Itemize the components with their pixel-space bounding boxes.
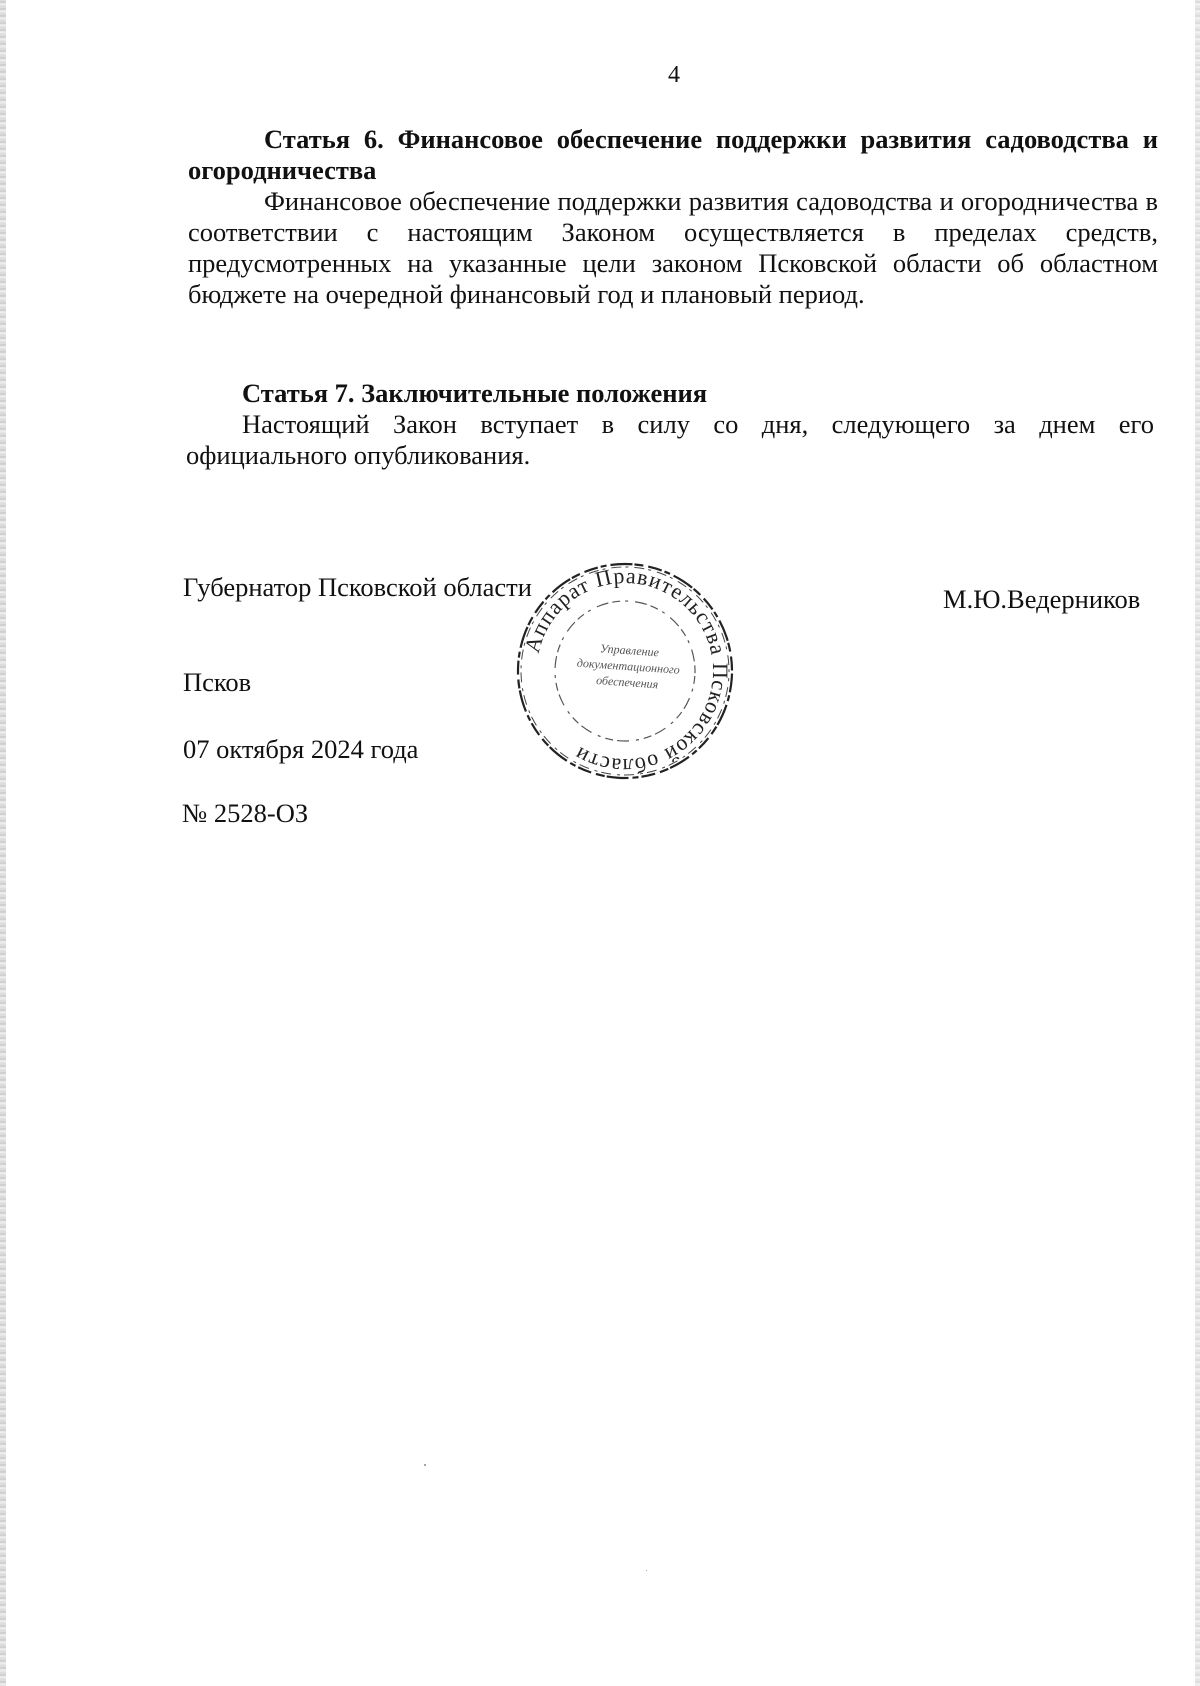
page-number: 4: [668, 62, 680, 88]
scan-edge-right: [1195, 0, 1200, 1686]
seal-inner-line-1: Управление: [599, 641, 660, 660]
scan-speck: [424, 1464, 426, 1466]
governor-position: Губернатор Псковской области: [183, 572, 532, 602]
seal-inner-line-2: документационного: [576, 655, 681, 677]
article-6: [188, 124, 1158, 310]
article-7-body: Настоящий Закон вступает в силу со дня, следующего за днем его официального опубликования.: [186, 409, 1154, 470]
article-6-body: Финансовое обеспечение поддержки развития садоводства и огородничества в соответствии с настоящим Законом осуществляется в пределах средств, предусмотренных на указанные цели законом Псковской области об областном бюджете на очередной финансовый год и плановый период.: [188, 186, 1158, 309]
scan-edge-left: [0, 0, 6, 1686]
governor-name: М.Ю.Ведерников: [943, 584, 1141, 614]
seal-inner-line-3: обеспечения: [595, 673, 659, 692]
article-7-title: Статья 7. Заключительные положения: [242, 378, 708, 408]
article-7: [186, 378, 1154, 471]
law-number: № 2528-ОЗ: [182, 798, 309, 828]
signing-city: Псков: [183, 667, 252, 697]
article-6-title: Статья 6. Финансовое обеспечение поддержки развития садоводства и огородничества: [188, 124, 1158, 185]
signing-date: 07 октября 2024 года: [183, 734, 419, 764]
seal-outer-text: Аппарат Правительства Псковской области: [519, 562, 734, 780]
official-seal-stamp: [502, 548, 747, 793]
scan-speck: [646, 1570, 647, 1571]
